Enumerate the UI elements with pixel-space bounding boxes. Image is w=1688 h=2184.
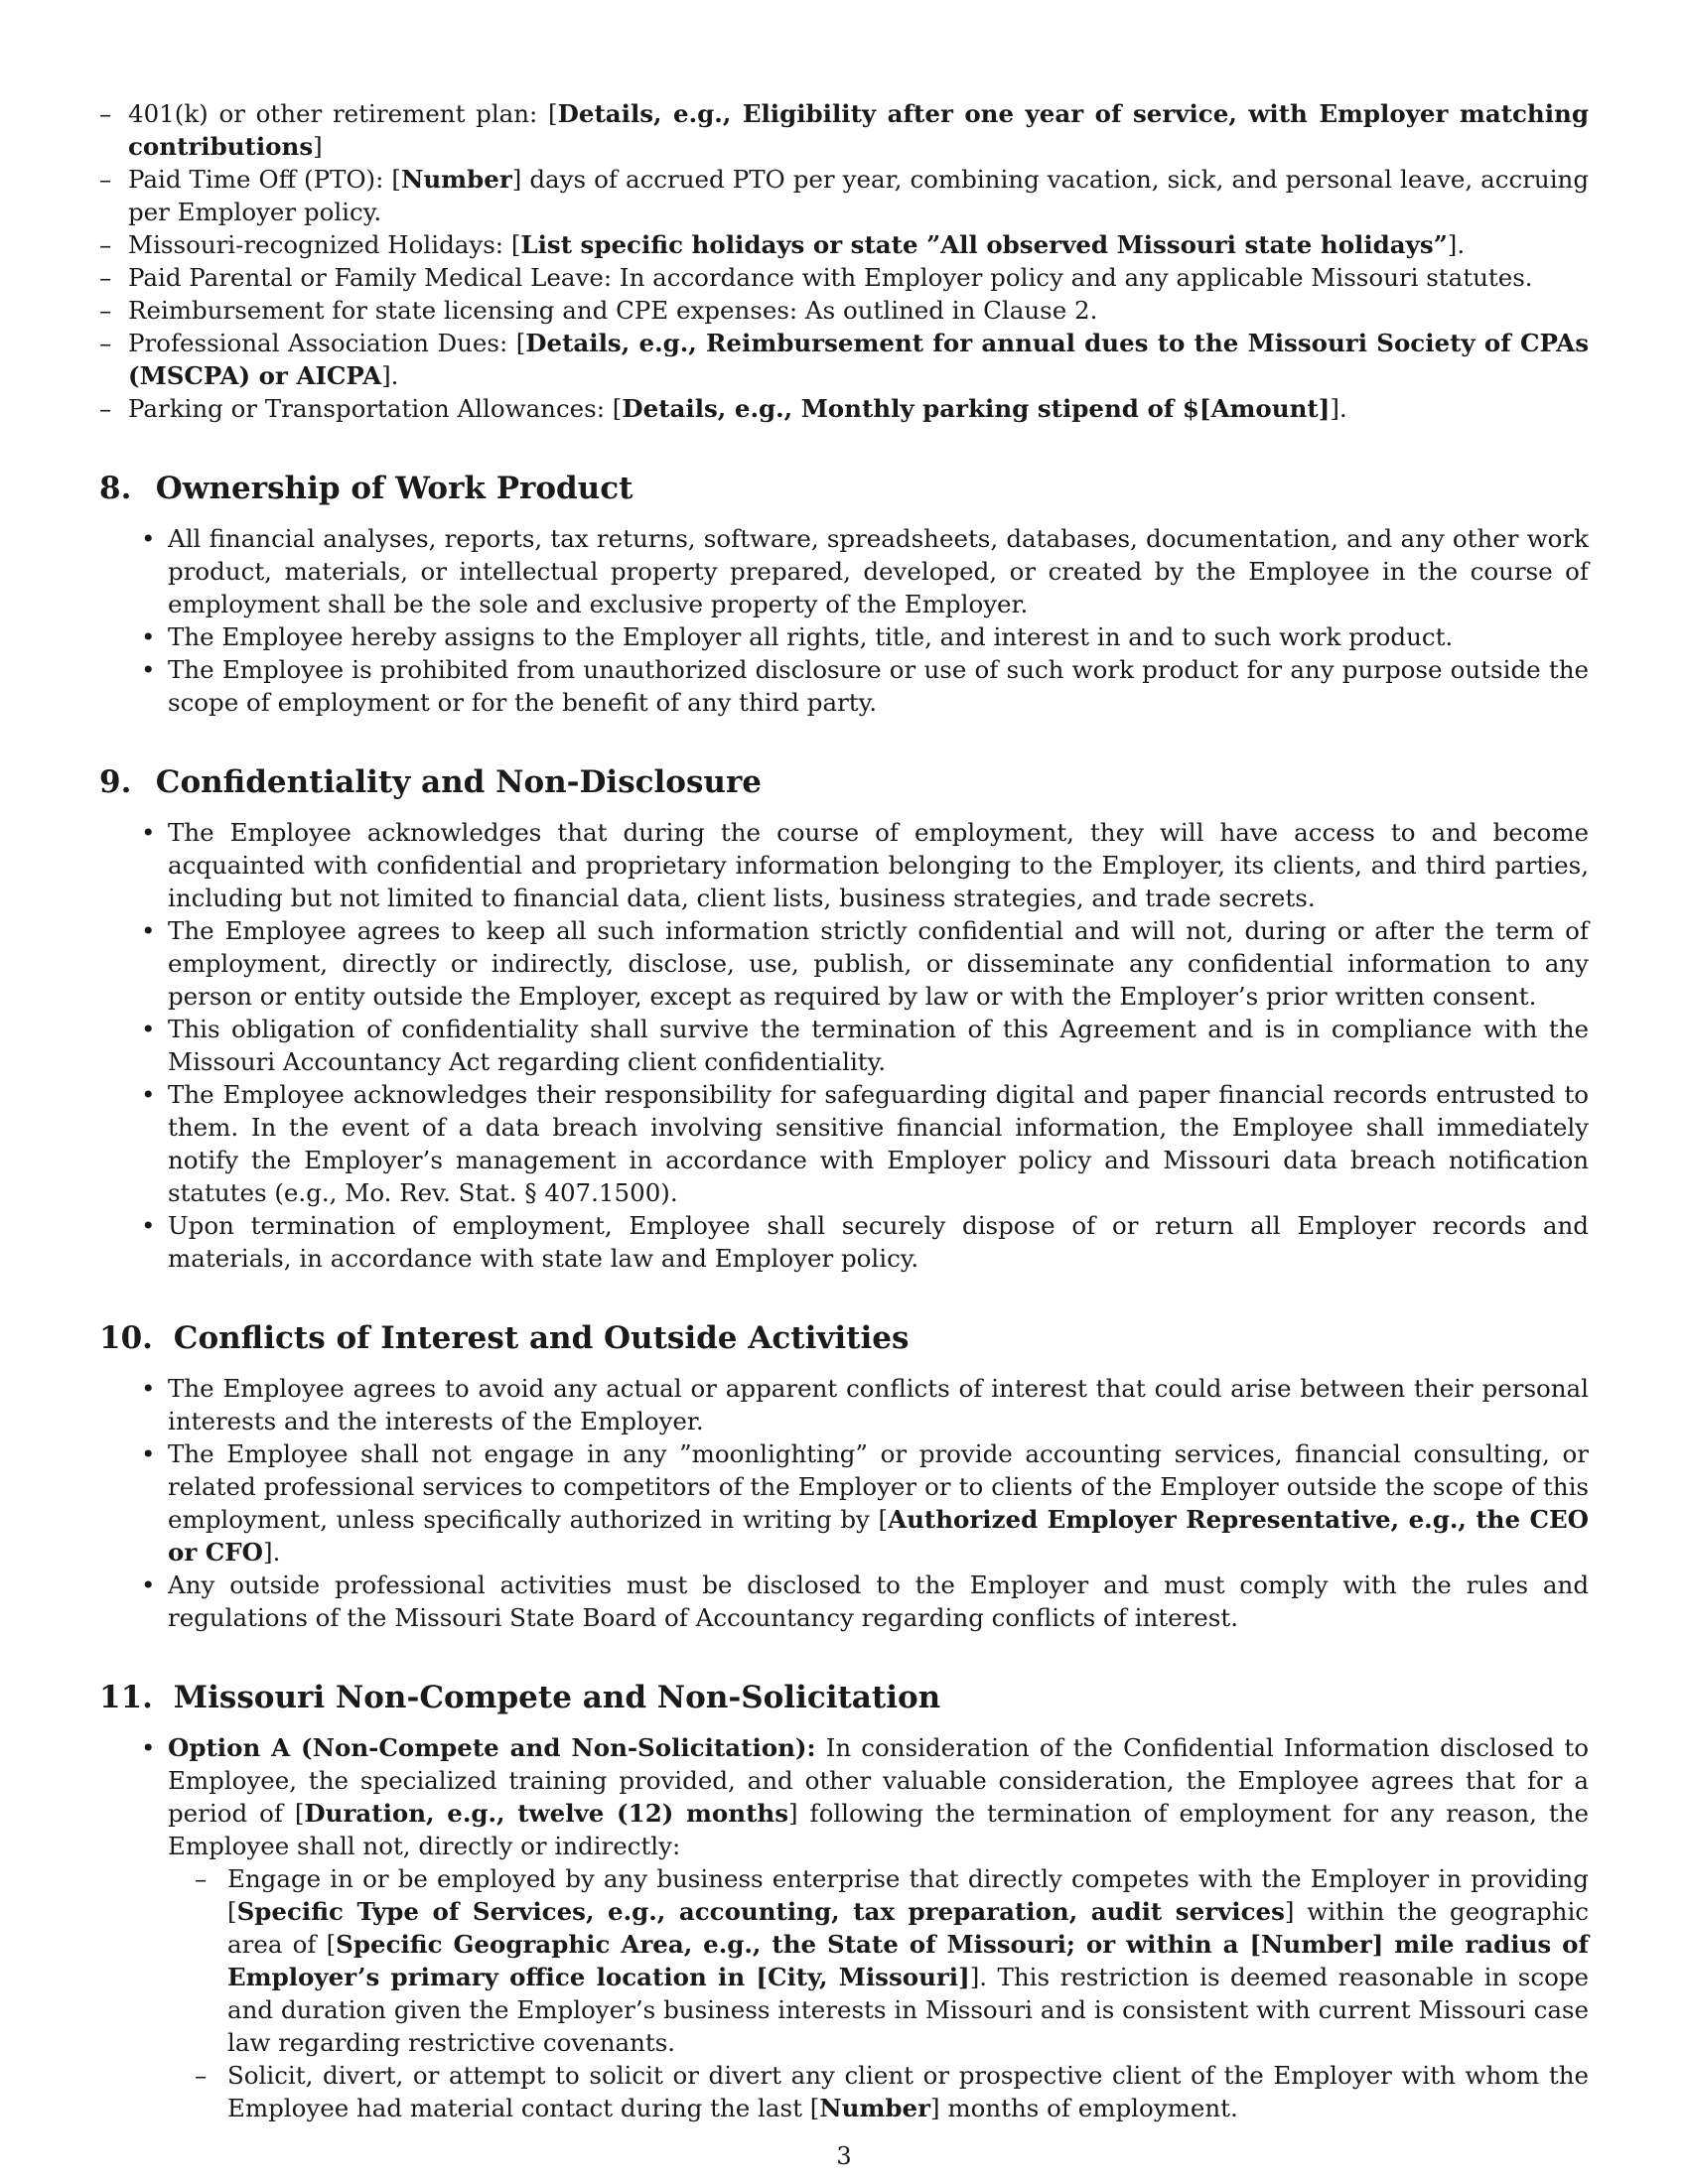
list-item: – Reimbursement for state licensing and CPE expenses: As outlined in Clause 2. bbox=[0, 294, 1589, 327]
list-item: – Engage in or be employed by any business enterprise that directly competes with the Employer in providing [Specific Type of Services, e.g., accounting, tax preparation, audit services] within the geographic area of [Specific Geographic Area, e.g., the State of Missouri; or within a [Number] mile radius of Employer’s primary office location in [City, Missouri]]. This restriction is deemed reasonable in scope and duration given the Employer’s business interests in Missouri and is consistent with current Missouri case law regarding restrictive covenants. bbox=[99, 1862, 1589, 2059]
section-heading-8: 8. Ownership of Work Product bbox=[99, 471, 633, 506]
section-10-list bbox=[99, 1372, 1589, 1634]
list-item: • Upon termination of employment, Employee shall securely dispose of or return all Employer records and materials, in accordance with state law and Employer policy. bbox=[99, 1209, 1589, 1275]
list-item: – Missouri-recognized Holidays: [List specific holidays or state ”All observed Missouri state holidays”]. bbox=[0, 228, 1589, 261]
list-item: • The Employee acknowledges that during the course of employment, they will have access to and become acquainted with confidential and proprietary information belonging to the Employer, its clients, and third parties, including but not limited to financial data, client lists, business strategies, and trade secrets. bbox=[99, 816, 1589, 914]
list-item: • The Employee is prohibited from unauthorized disclosure or use of such work product for any purpose outside the scope of employment or for the benefit of any third party. bbox=[99, 653, 1589, 719]
benefits-sublist bbox=[99, 97, 1589, 425]
option-a-sublist bbox=[168, 1862, 1589, 2124]
list-item: • All financial analyses, reports, tax returns, software, spreadsheets, databases, documentation, and any other work product, materials, or intellectual property prepared, developed, or created by the Employee in the course of employment shall be the sole and exclusive property of the Employer. bbox=[99, 522, 1589, 620]
section-8-list bbox=[99, 522, 1589, 719]
list-item: – Paid Parental or Family Medical Leave: In accordance with Employer policy and any applicable Missouri statutes. bbox=[0, 261, 1589, 294]
list-item: • The Employee shall not engage in any ”moonlighting” or provide accounting services, financial consulting, or related professional services to competitors of the Employer or to clients of the Employer outside the scope of this employment, unless specifically authorized in writing by [Authorized Employer Representative, e.g., the CEO or CFO]. bbox=[99, 1437, 1589, 1569]
section-heading-10: 10. Conflicts of Interest and Outside Activities bbox=[99, 1320, 910, 1356]
section-heading-11: 11. Missouri Non-Compete and Non-Solicitation bbox=[99, 1680, 941, 1715]
list-item: – 401(k) or other retirement plan: [Details, e.g., Eligibility after one year of service, with Employer matching contributions] bbox=[0, 97, 1589, 163]
list-item: • The Employee hereby assigns to the Employer all rights, title, and interest in and to such work product. bbox=[99, 620, 1589, 653]
list-item: • Option A (Non-Compete and Non-Solicitation): In consideration of the Confidential Information disclosed to Employee, the specialized training provided, and other valuable consideration, the Employee agrees that for a period of [Duration, e.g., twelve (12) months] following the termination of employment for any reason, the Employee shall not, directly or indirectly: – Engage in or be employed by any business enterprise that directly competes with the Employer in providing [Specific Type of Services, e.g., accounting, tax preparation, audit services] within the geographic area of [Specific Geographic Area, e.g., the State of Missouri; or within a [Number] mile radius of Employer’s primary office location in [City, Missouri]]. This restriction is deemed reasonable in scope and duration given the Employer’s business interests in Missouri and is consistent with current Missouri case law regarding restrictive covenants. – Solicit, divert, or attempt to solicit or divert any client or prospective client of the Employer with whom the Employee had material contact during the last [Number] months of employment. bbox=[99, 1731, 1589, 2124]
section-heading-9: 9. Confidentiality and Non-Disclosure bbox=[99, 764, 763, 800]
list-item: • The Employee agrees to avoid any actual or apparent conflicts of interest that could arise between their personal interests and the interests of the Employer. bbox=[99, 1372, 1589, 1437]
section-9-list bbox=[99, 816, 1589, 1275]
option-a-label: Option A (Non-Compete and Non-Solicitation): bbox=[168, 1733, 816, 1762]
list-item: • Any outside professional activities must be disclosed to the Employer and must comply with the rules and regulations of the Missouri State Board of Accountancy regarding conflicts of interest. bbox=[99, 1569, 1589, 1634]
list-item: • This obligation of confidentiality shall survive the termination of this Agreement and is in compliance with the Missouri Accountancy Act regarding client confidentiality. bbox=[99, 1013, 1589, 1078]
page-content bbox=[99, 97, 1589, 2124]
list-item: – Parking or Transportation Allowances: [Details, e.g., Monthly parking stipend of $[Amount]]. bbox=[0, 392, 1589, 425]
section-11-list bbox=[99, 1731, 1589, 2124]
list-item: – Professional Association Dues: [Details, e.g., Reimbursement for annual dues to the Missouri Society of CPAs (MSCPA) or AICPA]. bbox=[0, 327, 1589, 392]
page-number: 3 bbox=[836, 2142, 852, 2170]
list-item: • The Employee acknowledges their responsibility for safeguarding digital and paper financial records entrusted to them. In the event of a data breach involving sensitive financial information, the Employee shall immediately notify the Employer’s management in accordance with Employer policy and Missouri data breach notification statutes (e.g., Mo. Rev. Stat. § 407.1500). bbox=[99, 1078, 1589, 1209]
list-item: – Solicit, divert, or attempt to solicit or divert any client or prospective client of the Employer with whom the Employee had material contact during the last [Number] months of employment. bbox=[99, 2059, 1589, 2124]
list-item: – Paid Time Off (PTO): [Number] days of accrued PTO per year, combining vacation, sick, and personal leave, accruing per Employer policy. bbox=[0, 163, 1589, 228]
list-item: • The Employee agrees to keep all such information strictly confidential and will not, during or after the term of employment, directly or indirectly, disclose, use, publish, or disseminate any confidential information to any person or entity outside the Employer, except as required by law or with the Employer’s prior written consent. bbox=[99, 914, 1589, 1013]
